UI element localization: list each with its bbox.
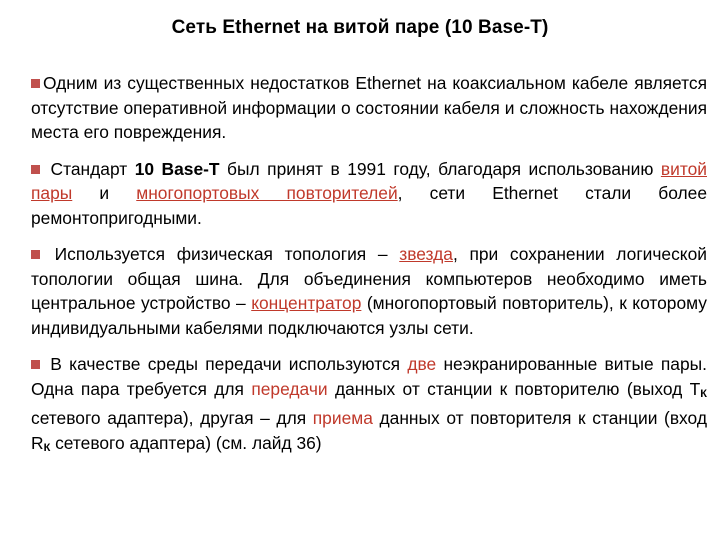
subscript-k: К [43,441,51,454]
text-segment: , сети Ethernet стали более ремонтопригодными. [31,183,707,228]
link-multiport-repeaters[interactable]: многопортовых повторителей [136,183,398,203]
link-hub[interactable]: концентратор [251,293,362,313]
paragraph-text: Одним из существенных недостатков Ethernet на коаксиальном кабеле является отсутствие оперативной информации о состоянии кабеля и сложность нахождения места его повреждения. [31,73,707,142]
subscript-k: К [700,387,707,400]
highlight-reception: приема [312,408,373,428]
slide-title: Сеть Ethernet на витой паре (10 Base-T) [171,17,549,38]
text-segment: Стандарт [50,158,135,179]
text-segment: неэкранированные витые пары. Одна пара требуется для [31,354,707,399]
text-segment: Используется физическая топология – [54,244,400,264]
highlight-two: две [407,354,437,374]
paragraph-coax-drawbacks [31,71,707,145]
paragraph-topology [31,242,707,340]
square-bullet-icon [31,79,40,88]
highlight-transmission: передачи [251,378,328,399]
text-segment: , при сохранении логической топологии общая шина. Для объединения компьютеров необходимо иметь центральное устройство – [31,244,707,313]
square-bullet-icon [31,360,40,369]
text-segment: и [72,183,137,203]
text-segment: был принят в 1991 году, благодаря использованию [219,158,661,179]
text-segment: сетевого адаптера) (см. лайд 36) [50,432,322,453]
slide-body [31,71,707,460]
link-twisted-pair[interactable]: витой пары [31,158,707,203]
paragraph-transmission-medium [31,352,707,460]
text-segment: сетевого адаптера), другая – для [31,408,313,428]
text-segment: (многопортовый повторитель), к которому индивидуальными кабелями подключаются узлы сети. [31,293,707,338]
square-bullet-icon [31,165,40,174]
paragraph-standard-10base-t [31,157,707,231]
square-bullet-icon [31,250,40,259]
standard-name: 10 Base-T [134,158,220,179]
text-segment: данных от станции к повторителю (выход Т [327,378,701,399]
text-segment: В качестве среды передачи используются [50,354,408,374]
link-star[interactable]: звезда [399,244,453,264]
text-segment: данных от повторителя к станции (вход R [31,408,707,453]
